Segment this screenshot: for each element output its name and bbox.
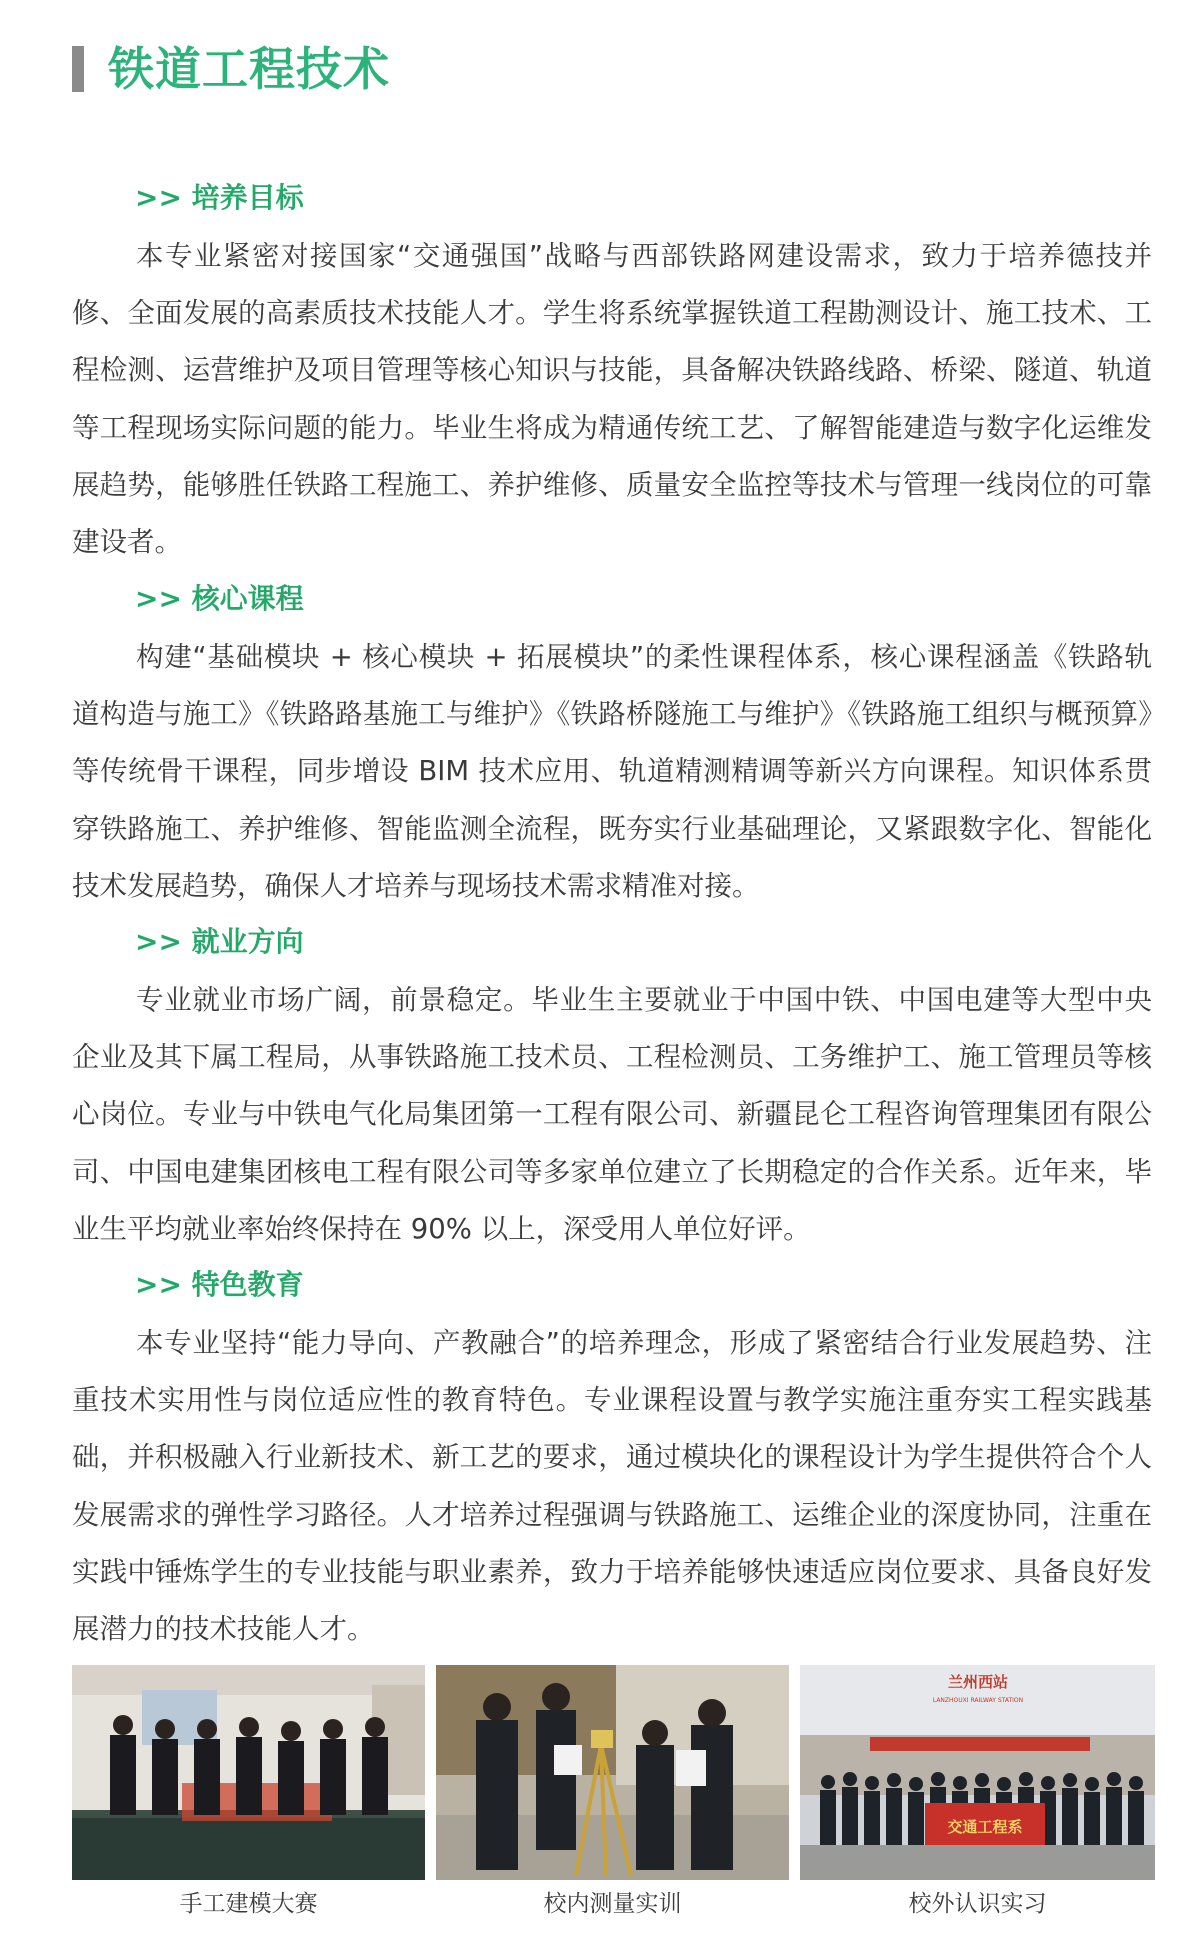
- photo-surveying-training: [436, 1665, 789, 1880]
- station-sign: 兰州西站: [947, 1673, 1009, 1691]
- section-heading-courses: >> 核心课程: [135, 582, 304, 615]
- photo-external-internship: [800, 1665, 1155, 1880]
- banner-text: 交通工程系: [947, 1818, 1023, 1836]
- section-body-features: 本专业坚持“能力导向、产教融合”的培养理念，形成了紧密结合行业发展趋势、注重技术实用性与岗位适应性的教育特色。专业课程设置与教学实施注重夯实工程实践基础，并积极融入行业新技术、新工艺的要求，通过模块化的课程设计为学生提供符合个人发展需求的弹性学习路径。人才培养过程强调与铁路施工、运维企业的深度协同，注重在实践中锤炼学生的专业技能与职业素养，致力于培养能够快速适应岗位要求、具备良好发展潜力的技术技能人才。: [72, 1327, 1152, 1646]
- section-heading-employment: >> 就业方向: [135, 925, 304, 958]
- photo-caption: 校内测量实训: [543, 1891, 682, 1917]
- station-sign-en: LANZHOUXI RAILWAY STATION: [932, 1697, 1024, 1704]
- section-body-courses: 构建“基础模块 + 核心模块 + 拓展模块”的柔性课程体系，核心课程涵盖《铁路轨道构造与施工》《铁路路基施工与维护》《铁路桥隧施工与维护》《铁路施工组织与概预算》等传统骨干课程，同步增设 BIM 技术应用、轨道精测精调等新兴方向课程。知识体系贯穿铁路施工、养护维修、智能监测全流程，既夯实行业基础理论，又紧跟数字化、智能化技术发展趋势，确保人才培养与现场技术需求精准对接。: [72, 641, 1152, 902]
- photo-caption: 手工建模大赛: [179, 1891, 318, 1917]
- section-heading-goals: >> 培养目标: [135, 181, 304, 214]
- photo-caption: 校外认识实习: [908, 1891, 1047, 1917]
- section-body-employment: 专业就业市场广阔，前景稳定。毕业生主要就业于中国中铁、中国电建等大型中央企业及其下属工程局，从事铁路施工技术员、工程检测员、工务维护工、施工管理员等核心岗位。专业与中铁电气化局集团第一工程有限公司、新疆昆仑工程咨询管理集团有限公司、中国电建集团核电工程有限公司等多家单位建立了长期稳定的合作关系。近年来，毕业生平均就业率始终保持在 90% 以上，深受用人单位好评。: [72, 984, 1152, 1245]
- title-accent-bar: [72, 46, 84, 92]
- section-body-goals: 本专业紧密对接国家“交通强国”战略与西部铁路网建设需求，致力于培养德技并修、全面发展的高素质技术技能人才。学生将系统掌握铁道工程勘测设计、施工技术、工程检测、运营维护及项目管理等核心知识与技能，具备解决铁路线路、桥梁、隧道、轨道等工程现场实际问题的能力。毕业生将成为精通传统工艺、了解智能建造与数字化运维发展趋势，能够胜任铁路工程施工、养护维修、质量安全监控等技术与管理一线岗位的可靠建设者。: [72, 240, 1152, 559]
- page-title: 铁道工程技术: [108, 42, 390, 96]
- section-heading-features: >> 特色教育: [135, 1268, 304, 1301]
- photo-model-competition: [72, 1665, 425, 1880]
